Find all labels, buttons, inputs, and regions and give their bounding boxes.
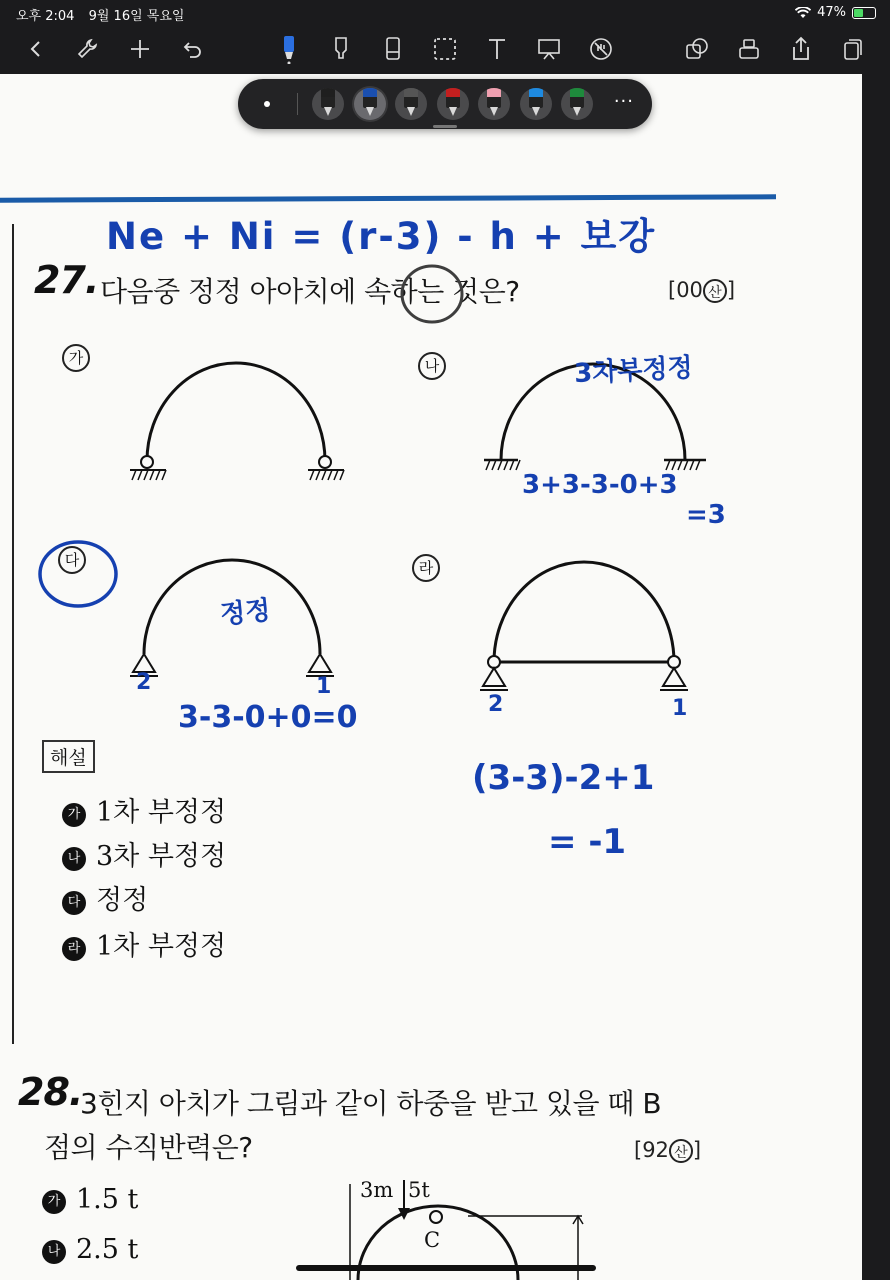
explanation-text-c: 정정 (96, 885, 149, 916)
pink-pen-icon[interactable] (478, 88, 510, 120)
black-pen-icon[interactable] (312, 88, 344, 120)
explanation-text-a: 1차 부정정 (96, 797, 227, 828)
source-suffix: ] (726, 278, 736, 302)
plus-icon[interactable] (123, 32, 157, 66)
source-mark: 산 (669, 1139, 693, 1163)
pen-palette (238, 79, 652, 129)
battery-percent: 47% (817, 5, 846, 20)
battery-icon (852, 7, 876, 19)
share-icon[interactable] (784, 32, 818, 66)
arch-figures (0, 74, 862, 774)
status-bar (0, 0, 890, 26)
answer-mark-c: 다 (62, 891, 86, 915)
hand-off-icon[interactable] (584, 32, 618, 66)
answer-mark-b: 나 (62, 847, 86, 871)
scroll-gutter[interactable] (862, 74, 890, 1280)
question-27-text: 다음중 정정 아아치에 속하는 것은? (100, 275, 520, 308)
ink-d-left: 2 (488, 692, 504, 717)
wrench-icon[interactable] (71, 32, 105, 66)
elements-icon[interactable] (732, 32, 766, 66)
ink-note-c: 정정 (218, 595, 272, 631)
shapes-icon[interactable] (680, 32, 714, 66)
figure-label-a: 가 (62, 344, 90, 372)
arch-figure-a (130, 363, 344, 480)
source-mark: 산 (703, 279, 727, 303)
figure-label-b: 나 (418, 352, 446, 380)
ink-c-right: 1 (316, 674, 332, 699)
question-28-line1: 3힌지 아치가 그림과 같이 하중을 받고 있을 때 B (80, 1087, 662, 1120)
pages-icon[interactable] (836, 32, 870, 66)
figure-label-c: 다 (58, 546, 86, 574)
gray-pen-icon[interactable] (395, 88, 427, 120)
text-tool-icon[interactable] (480, 32, 514, 66)
ink-calc-b1: 3+3-3-0+3 (522, 470, 678, 500)
answer-mark-d: 라 (62, 937, 86, 961)
choice-mark-a: 가 (42, 1190, 66, 1214)
palette-separator (297, 93, 298, 115)
explanation-item-d (62, 924, 226, 963)
explanation-text-d: 1차 부정정 (96, 931, 227, 962)
laser-pointer-icon[interactable] (532, 32, 566, 66)
arch-figure-d (480, 562, 688, 690)
ink-calc-b2: =3 (686, 500, 726, 530)
ink-circle-c (40, 542, 116, 606)
more-options-icon[interactable]: ··· (613, 91, 634, 112)
source-prefix: [92 (634, 1138, 669, 1162)
question-27-number: 27. (34, 258, 99, 302)
explanation-item-a (62, 790, 226, 829)
question-28-source (634, 1138, 701, 1163)
source-prefix: [00 (668, 278, 703, 302)
explanation-label: 해설 (42, 740, 95, 773)
highlighter-icon[interactable] (324, 32, 358, 66)
back-icon[interactable] (19, 32, 53, 66)
choice-text-b: 2.5 t (76, 1234, 139, 1265)
red-pen-icon[interactable] (437, 88, 469, 120)
eraser-icon[interactable] (376, 32, 410, 66)
explanation-text-b: 3차 부정정 (96, 841, 227, 872)
choice-text-a: 1.5 t (76, 1184, 139, 1215)
home-indicator[interactable] (296, 1265, 596, 1271)
pen-size-dot[interactable] (264, 101, 270, 107)
question-28-line2: 점의 수직반력은? (44, 1131, 253, 1164)
ink-c-left: 2 (136, 670, 152, 695)
ink-calc-d1: (3-3)-2+1 (472, 758, 655, 798)
ink-d-right: 1 (672, 696, 688, 721)
pen-tool-icon[interactable] (272, 32, 306, 66)
explanation-item-c (62, 878, 148, 917)
status-date: 9월 16일 목요일 (88, 9, 185, 24)
q28-dim-label: 3m (360, 1178, 394, 1202)
ink-formula: Ne + Ni = (r-3) - h + 보강 (106, 215, 657, 258)
lasso-icon[interactable] (428, 32, 462, 66)
q28-choice-b (42, 1234, 138, 1265)
wifi-icon (795, 7, 811, 19)
ink-note-b: 3차부정정 (573, 352, 694, 390)
q28-choice-a (42, 1184, 138, 1215)
source-suffix: ] (692, 1138, 702, 1162)
question-28-number: 28. (18, 1070, 83, 1114)
green-pen-icon[interactable] (561, 88, 593, 120)
ink-calc-d2: = -1 (548, 822, 627, 862)
explanation-item-b (62, 834, 226, 873)
document-page[interactable] (0, 74, 862, 1280)
q28-hinge-label: C (424, 1228, 441, 1252)
choice-mark-b: 나 (42, 1240, 66, 1264)
top-toolbar (0, 26, 890, 74)
answer-mark-a: 가 (62, 803, 86, 827)
undo-icon[interactable] (175, 32, 209, 66)
ink-calc-c: 3-3-0+0=0 (178, 700, 358, 735)
palette-drag-handle[interactable] (433, 125, 457, 128)
light-blue-pen-icon[interactable] (520, 88, 552, 120)
figure-label-d: 라 (412, 554, 440, 582)
blue-pen-icon[interactable] (354, 88, 386, 120)
battery-fill (854, 9, 863, 17)
status-time: 오후 2:04 (16, 9, 75, 24)
q28-load-label: 5t (408, 1178, 430, 1202)
